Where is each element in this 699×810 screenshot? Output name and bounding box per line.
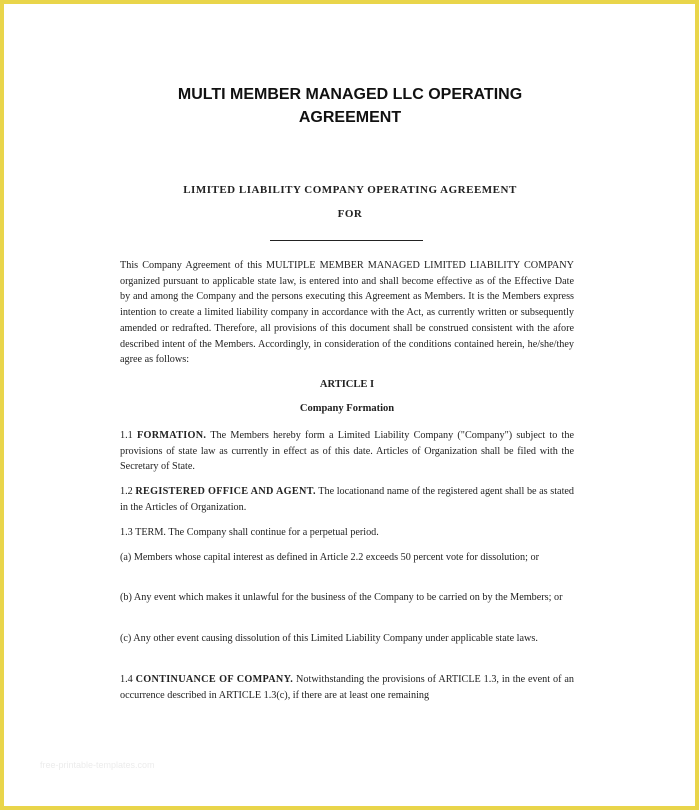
section-number: 1.4 xyxy=(120,674,133,685)
title-line-2: AGREEMENT xyxy=(298,109,402,126)
section-1-3 xyxy=(120,525,574,541)
section-text: The Company shall continue for a perpetual period. xyxy=(168,527,379,538)
section-text: The Members hereby form a Limited Liability Company ("Company") subject to the provisions of state law as currently in effect as of this date. Articles of Organization shall be filed with the Secretary of State. xyxy=(120,430,575,473)
section-heading: CONTINUANCE OF COMPANY. xyxy=(135,674,294,685)
section-1-1 xyxy=(120,428,574,475)
section-heading: TERM. xyxy=(135,527,166,538)
intro-paragraph: This Company Agreement of this MULTIPLE MEMBER MANAGED LIMITED LIABILITY COMPANY organized pursuant to applicable state law, is entered into and shall become effective as of the Effective Date by and among the Company and the persons executing this Agreement as Members. It is the Members express intention to create a limited liability company in accordance with the Act, as currently written or subsequently amended or redrafted. Therefore, all provisions of this document shall be construed consistent with the afore described intent of the Members. Accordingly, in consideration of the conditions contained herein, he/she/they agree as follows: xyxy=(120,260,574,366)
section-number: 1.3 xyxy=(120,527,133,538)
title-line-1: MULTI MEMBER MANAGED LLC OPERATING xyxy=(177,86,523,103)
section-text: Notwithstanding the provisions of ARTICLE 1.3, in the event of an occurrence described in ARTICLE 1.3(c), if there are at least one remaining xyxy=(120,674,574,701)
agreement-subtitle: LIMITED LIABILITY COMPANY OPERATING AGREEMENT xyxy=(183,184,517,196)
document-title xyxy=(120,83,580,129)
clause-b: (b) Any event which makes it unlawful for the business of the Company to be carried on by the Members; or xyxy=(120,592,563,603)
section-heading: FORMATION. xyxy=(136,430,207,441)
section-number: 1.1 xyxy=(120,430,133,441)
clause-a: (a) Members whose capital interest as defined in Article 2.2 exceeds 50 percent vote for dissolution; or xyxy=(120,552,539,563)
for-label: FOR xyxy=(337,208,363,220)
article-heading: ARTICLE I xyxy=(319,379,375,390)
article-subheading: Company Formation xyxy=(299,403,395,414)
company-name-blank-line xyxy=(270,240,423,241)
section-number: 1.2 xyxy=(120,486,133,497)
clause-c: (c) Any other event causing dissolution of this Limited Liability Company under applicable state laws. xyxy=(120,633,538,644)
watermark: free-printable-templates.com xyxy=(40,760,155,770)
section-1-2 xyxy=(120,484,574,515)
section-text: The locationand name of the registered agent shall be as stated in the Articles of Organization. xyxy=(120,486,575,513)
section-1-4 xyxy=(120,672,574,703)
section-heading: REGISTERED OFFICE AND AGENT. xyxy=(135,486,316,497)
